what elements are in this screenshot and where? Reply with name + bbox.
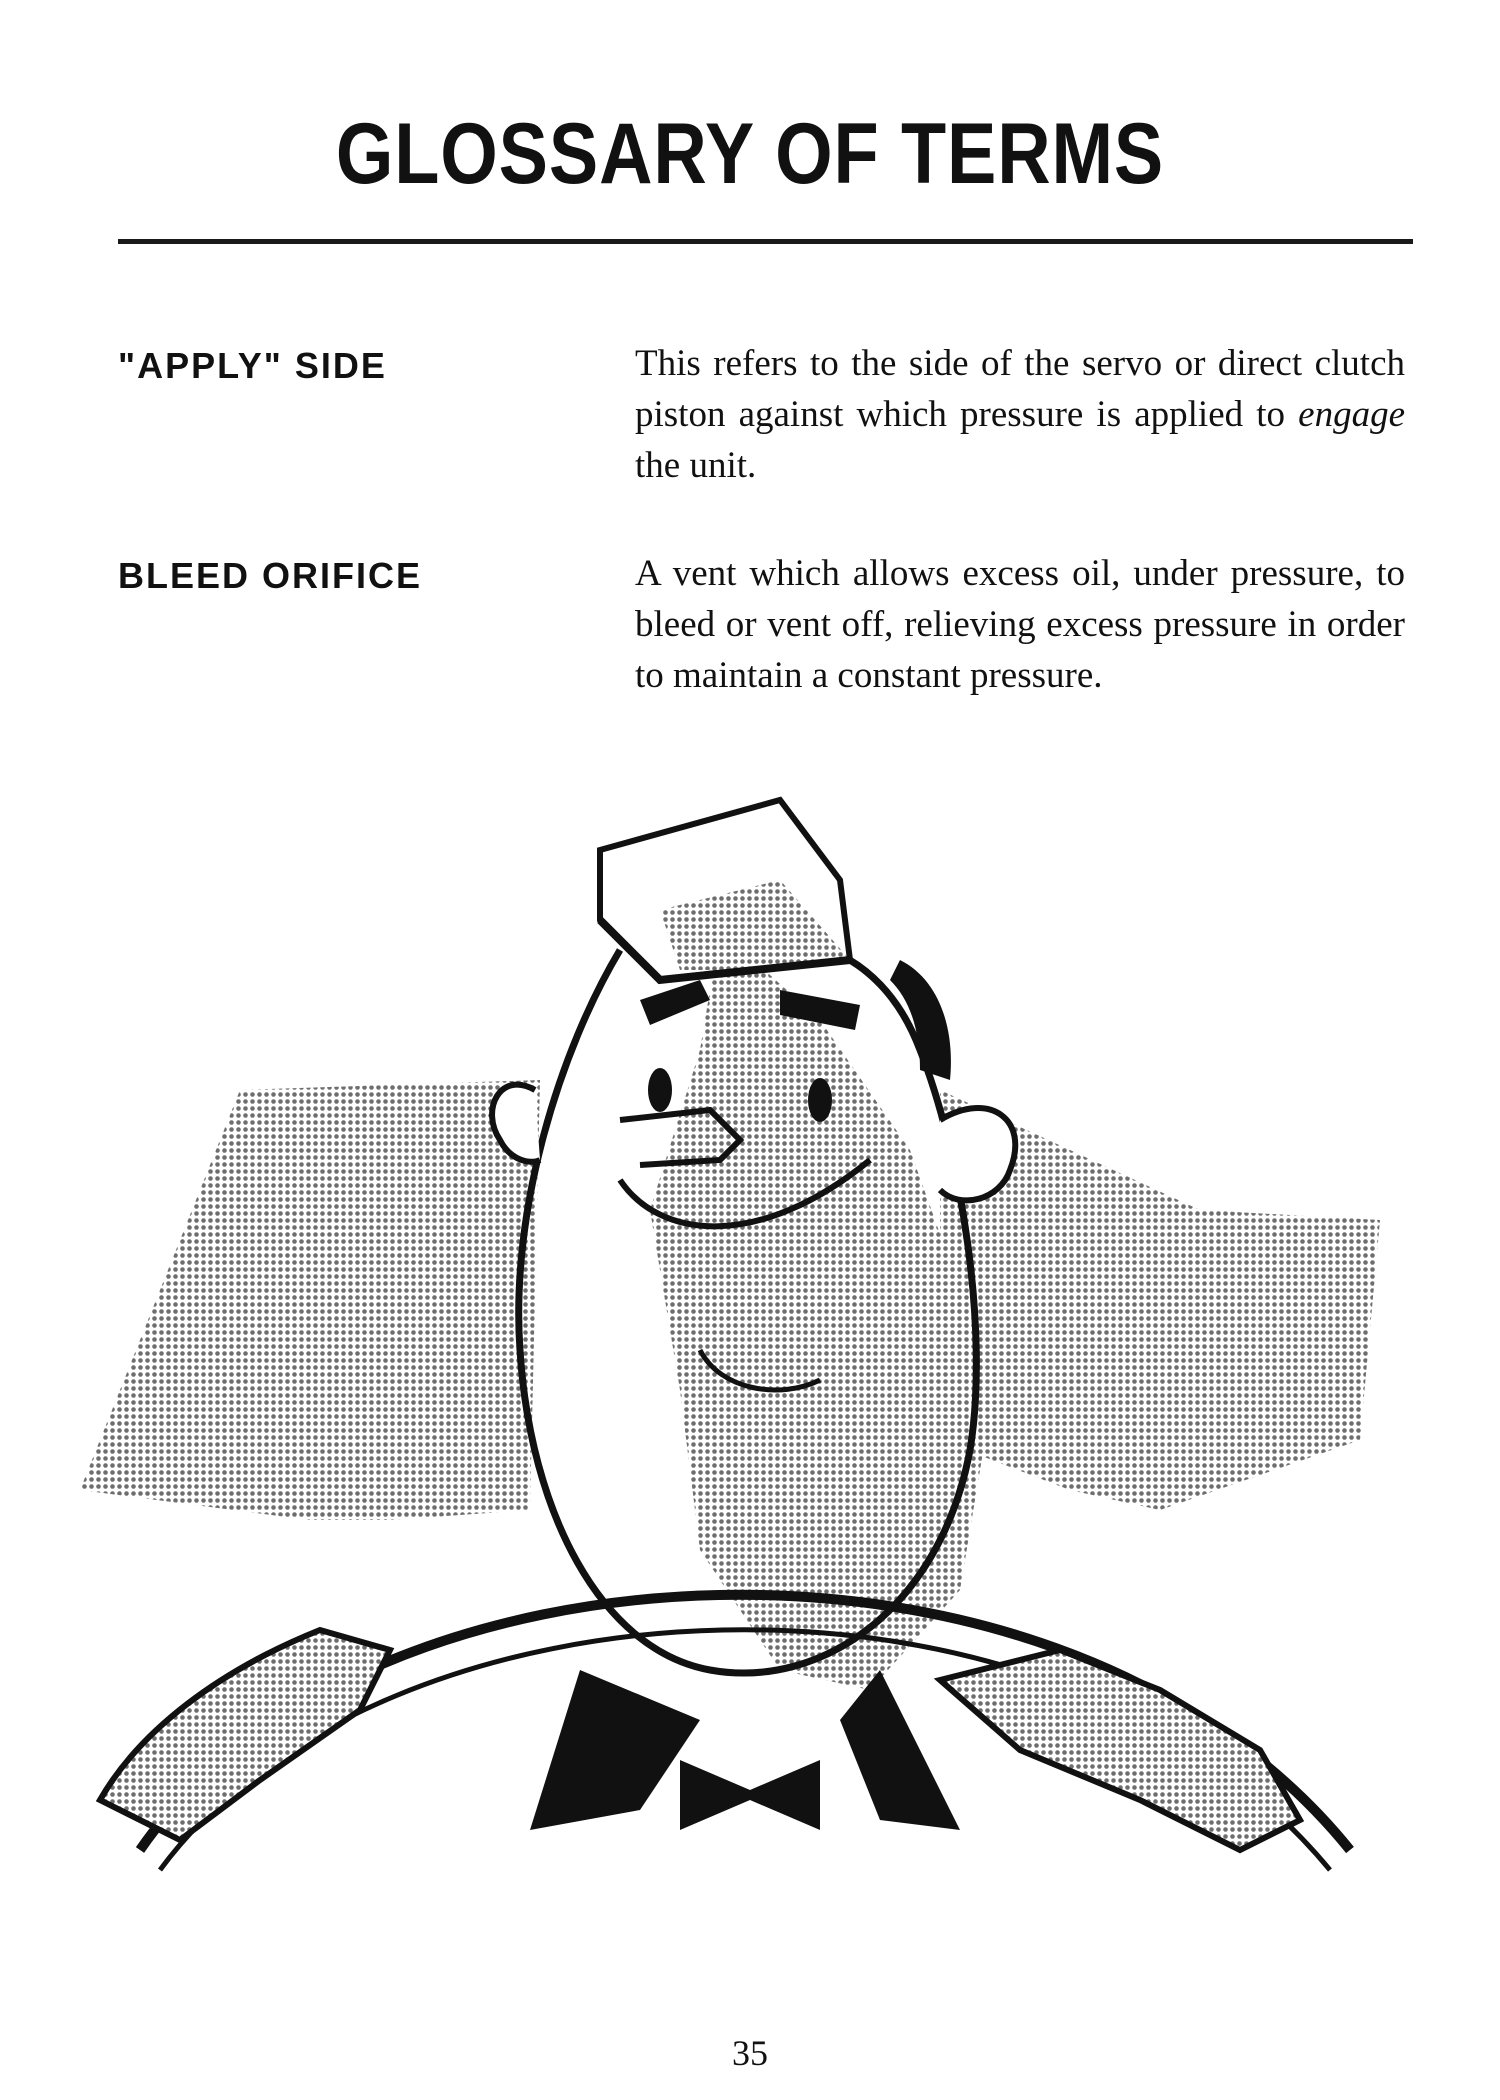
glossary-term-bleed-orifice: BLEED ORIFICE	[118, 555, 423, 596]
driver-illustration	[60, 790, 1440, 1960]
title-divider	[118, 239, 1413, 244]
glossary-definition-apply-side	[635, 338, 1405, 491]
collar-right	[840, 1670, 960, 1830]
page-title: GLOSSARY OF TERMS	[335, 106, 1165, 202]
definition-emphasis: engage	[1298, 394, 1405, 435]
halftone-backdrop-left	[80, 1080, 540, 1520]
definition-text: This refers to the side of the servo or direct clutch piston against which pressure is applied to	[635, 343, 1405, 435]
collar-left	[530, 1670, 700, 1830]
hair	[890, 960, 951, 1080]
eye-left	[648, 1068, 672, 1112]
hand-left	[100, 1630, 390, 1840]
definition-text: A vent which allows excess oil, under pressure, to bleed or vent off, relieving excess pressure in order to maintain a constant pressure.	[635, 553, 1405, 696]
glossary-definition-bleed-orifice	[635, 548, 1405, 701]
hand-right	[940, 1650, 1300, 1850]
page-number: 35	[732, 2033, 768, 2073]
bow-tie	[680, 1760, 820, 1830]
glossary-term-apply-side: "APPLY" SIDE	[118, 345, 387, 386]
eye-right	[808, 1078, 832, 1122]
eyebrow-left	[640, 980, 710, 1025]
definition-text-end: the unit.	[635, 445, 757, 486]
